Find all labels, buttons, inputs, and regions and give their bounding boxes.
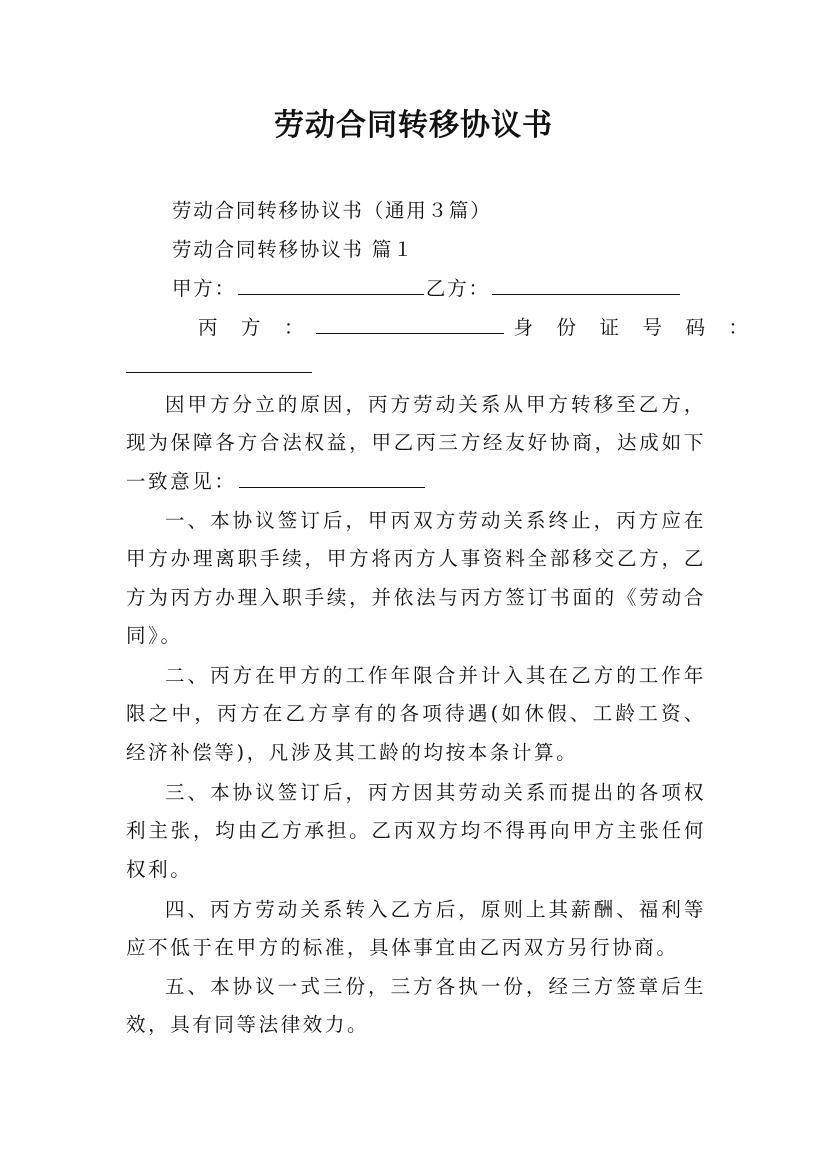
clause-3: 三、本协议签订后，丙方因其劳动关系而提出的各项权利主张，均由乙方承担。乙丙双方均不得再向甲方主张任何权利。 (126, 781, 706, 881)
id-number-blank (126, 371, 312, 373)
part-line: 劳动合同转移协议书 篇１ (172, 238, 415, 261)
subtitle-line: 劳动合同转移协议书（通用３篇） (172, 199, 492, 222)
party-c-blank (316, 332, 504, 334)
party-c-label: 丙 方 ： (198, 316, 306, 339)
party-b-label: 乙方： (425, 277, 490, 300)
clause-4: 四、丙方劳动关系转入乙方后，原则上其薪酬、福利等应不低于在甲方的标准，具体事宜由乙丙双方另行协商。 (126, 898, 706, 960)
party-a-label: 甲方： (172, 277, 236, 300)
party-c-line (198, 309, 750, 347)
intro-text: 因甲方分立的原因，丙方劳动关系从甲方转移至乙方，现为保障各方合法权益，甲乙丙三方经友好协商，达成如下一致意见： (126, 393, 706, 493)
party-b-blank (492, 293, 680, 295)
opinion-blank (239, 486, 425, 488)
id-number-label: 身 份 证 号 码 ： (513, 316, 751, 339)
id-number-blank-line (126, 348, 312, 386)
clause-2: 二、丙方在甲方的工作年限合并计入其在乙方的工作年限之中，丙方在乙方享有的各项待遇(如休假、工龄工资、经济补偿等)，凡涉及其工龄的均按本条计算。 (126, 664, 706, 764)
clause-5: 五、本协议一式三份，三方各执一份，经三方签章后生效，具有同等法律效力。 (126, 975, 706, 1037)
document-title: 劳动合同转移协议书 (274, 108, 553, 143)
clause-1: 一、本协议签订后，甲丙双方劳动关系终止，丙方应在甲方办理离职手续，甲方将丙方人事资料全部移交乙方，乙方为丙方办理入职手续，并依法与丙方签订书面的《劳动合同》。 (126, 509, 706, 647)
intro-paragraph (126, 386, 706, 501)
party-ab-line (126, 270, 682, 308)
party-a-blank (238, 293, 424, 295)
